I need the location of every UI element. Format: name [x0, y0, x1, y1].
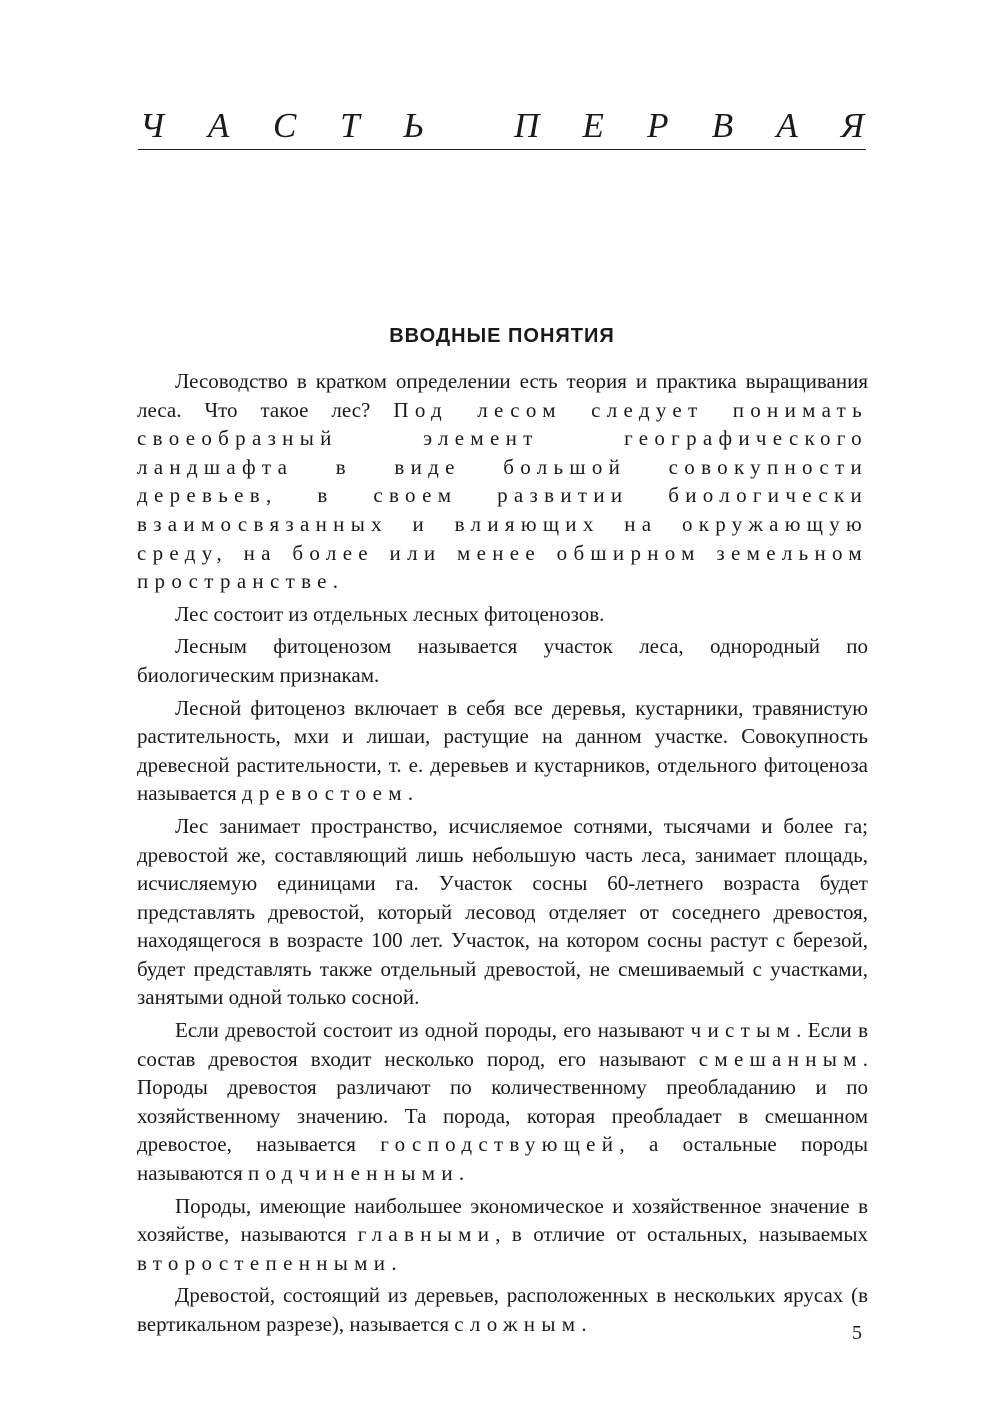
running-head-letter: Е [582, 106, 604, 145]
running-head-word-first [514, 104, 864, 148]
running-head-letter: В [711, 106, 734, 145]
spaced-term: чистым [690, 1018, 797, 1043]
paragraph-2: Лес состоит из отдельных лесных фитоценозов. [175, 601, 605, 626]
text-run: Лесной фитоценоз включает в себя все деревья, кустарники, травянистую растительность, мхи и лишаи, растущие на данном участке. Совокупность древесной растительности, т. е. деревьев и кустарников, отдельного фитоценоза называется [137, 695, 868, 806]
page-number: 5 [852, 1322, 862, 1344]
running-head-letter: Я [840, 106, 864, 145]
running-head-letter: Ь [403, 106, 424, 145]
paragraph-8 [137, 1281, 868, 1338]
paragraph-1 [137, 367, 868, 596]
spaced-term: сложным [454, 1312, 582, 1336]
running-head-letter: С [273, 106, 297, 145]
text-run: Древостой, состоящий из деревьев, расположенных в нескольких ярусах (в вертикальном разрезе), называется [137, 1283, 868, 1336]
running-head-letter: Р [647, 106, 669, 145]
paragraph-3: Лесным фитоценозом называется участок леса, однородный по биологическим признакам. [137, 634, 868, 687]
body-text [137, 367, 868, 1343]
running-head-letter: А [776, 106, 798, 145]
header-rule [138, 149, 866, 150]
text-run: . [391, 1250, 397, 1275]
spaced-definition: Под лесом следует понимать своеобразный элемент географического ландшафта в виде большой совокупности деревьев, в своем развитии биологически взаимосвязанных и влияющих на окружающую среду, на более или менее обширном земельном пространстве. [137, 397, 868, 594]
text-run: . Породы древостоя различают по количественному преобладанию и по хозяйственному значению. Та порода, которая преобладает в смешанном древостое, называется [137, 1046, 868, 1157]
paragraph-4 [137, 694, 868, 808]
spaced-term: смешанным [698, 1046, 863, 1071]
running-head-letter: А [207, 106, 230, 145]
running-head-word-part [140, 104, 424, 148]
section-title: ВВОДНЫЕ ПОНЯТИЯ [389, 325, 615, 347]
spaced-term: господствующей [380, 1132, 620, 1157]
text-run: Если древостой состоит из одной породы, его называют [175, 1018, 691, 1043]
paragraph-5: Лес занимает пространство, исчисляемое сотнями, тысячами и более га; древостой же, составляющий лишь небольшую часть леса, занимает площадь, исчисляемую единицами га. Участок сосны 60-летнего возраста будет представлять древостой, который лесовод отделяет от соседнего древостоя, находящегося в возрасте 100 лет. Участок, на котором сосны растут с березой, будет представлять также отдельный древостой, не смешиваемый с участками, занятыми одной только сосной. [137, 813, 868, 1010]
running-head-letter: П [514, 106, 540, 145]
paragraph-7 [137, 1192, 868, 1278]
running-head-letter: Ч [140, 106, 165, 145]
text-run: . [407, 781, 414, 806]
text-run: . Если в состав древостоя входит несколько пород, его называют [137, 1018, 868, 1071]
running-head-letter: Т [340, 106, 360, 145]
running-head [138, 104, 866, 148]
text-run: . [458, 1161, 465, 1186]
spaced-term: подчиненными [248, 1161, 459, 1186]
paragraph-6 [137, 1016, 868, 1188]
spaced-term: древостоем [241, 781, 408, 806]
spaced-term: второстепенными [137, 1250, 392, 1275]
text-run: , а остальные породы называются [137, 1132, 868, 1186]
text-run: Породы, имеющие наибольшее экономическое и хозяйственное значение в хозяйстве, называются [137, 1193, 868, 1247]
spaced-term: главными [357, 1222, 496, 1247]
text-run: , в отличие от остальных, называемых [495, 1222, 868, 1247]
text-run: Лесоводство в кратком определении есть теория и практика выращивания леса. Что такое лес? [137, 369, 868, 422]
text-run: . [581, 1312, 587, 1336]
